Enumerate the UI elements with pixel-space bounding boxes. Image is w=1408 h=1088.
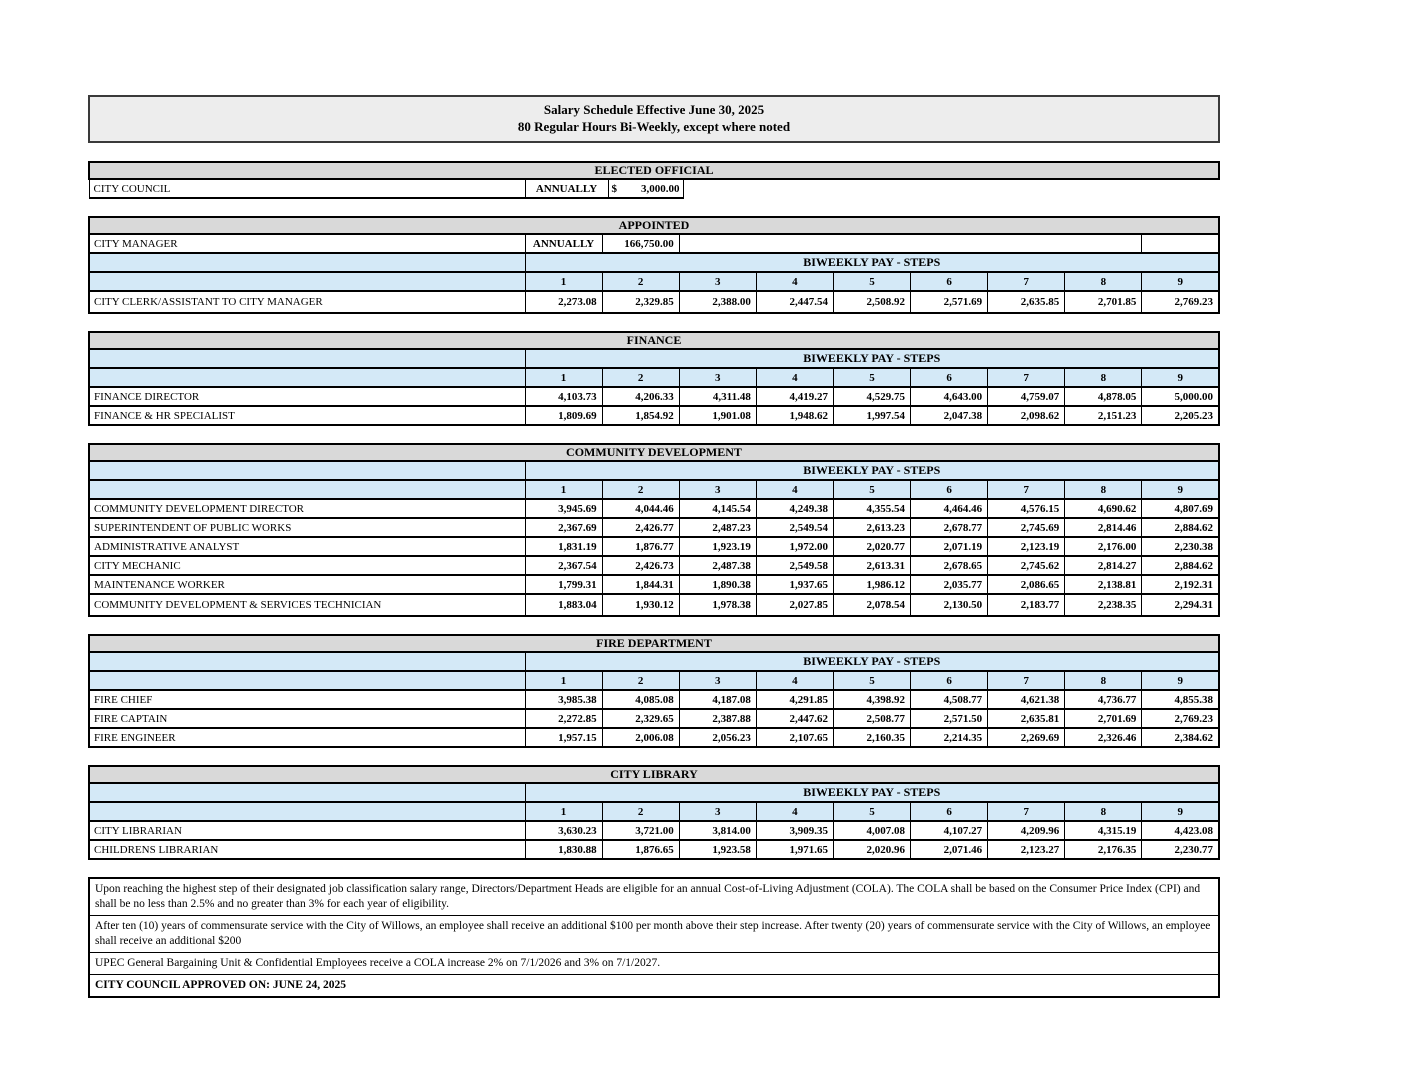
pay-step-value-cell: 2,071.19 [911,537,988,556]
pay-step-value-cell: 4,759.07 [988,387,1065,406]
job-title-cell: FIRE CAPTAIN [89,709,525,728]
job-title-cell: CITY LIBRARIAN [89,821,525,840]
step-number-cell: 8 [1065,272,1142,291]
salary-row [89,840,1219,859]
document-title-box [88,95,1220,143]
salary-row [89,556,1219,575]
pay-step-value-cell: 1,997.54 [833,406,910,425]
steps-number-left-cell [89,368,525,387]
pay-step-value-cell: 2,426.73 [602,556,679,575]
pay-step-value-cell: 2,086.65 [988,575,1065,594]
step-number-cell: 1 [525,802,602,821]
job-title-cell: CITY MANAGER [89,234,525,253]
steps-band-left-cell [89,253,525,272]
pay-step-value-cell: 4,643.00 [911,387,988,406]
job-title-cell: CITY CLERK/ASSISTANT TO CITY MANAGER [89,291,525,313]
step-number-cell: 6 [911,480,988,499]
pay-step-value-cell: 2,571.50 [911,709,988,728]
steps-number-left-cell [89,802,525,821]
steps-band-title: BIWEEKLY PAY - STEPS [525,652,1219,671]
annual-amount-cell: 166,750.00 [602,234,679,253]
pay-step-value-cell: 2,769.23 [1142,709,1219,728]
pay-step-value-cell: 4,311.48 [679,387,756,406]
step-number-cell: 1 [525,671,602,690]
pay-step-value-cell: 2,078.54 [833,594,910,616]
pay-step-value-cell: 4,085.08 [602,690,679,709]
pay-step-value-cell: 4,291.85 [756,690,833,709]
pay-step-value-cell: 4,855.38 [1142,690,1219,709]
pay-step-value-cell: 2,230.77 [1142,840,1219,859]
pay-step-value-cell: 2,571.69 [911,291,988,313]
pay-step-value-cell: 4,249.38 [756,499,833,518]
pay-step-value-cell: 2,130.50 [911,594,988,616]
pay-step-value-cell: 2,745.69 [988,518,1065,537]
pay-step-value-cell: 1,883.04 [525,594,602,616]
pay-step-value-cell: 3,909.35 [756,821,833,840]
step-number-cell: 1 [525,480,602,499]
pay-step-value-cell: 1,937.65 [756,575,833,594]
pay-step-value-cell: 2,447.54 [756,291,833,313]
step-number-cell: 8 [1065,480,1142,499]
pay-step-value-cell: 2,388.00 [679,291,756,313]
pay-step-value-cell: 2,508.92 [833,291,910,313]
pay-step-value-cell: 2,027.85 [756,594,833,616]
section-header: FINANCE [89,332,1219,349]
job-title-cell: CITY COUNCIL [89,179,525,198]
pay-step-value-cell: 2,549.58 [756,556,833,575]
step-number-cell: 9 [1142,671,1219,690]
pay-step-value-cell: 2,098.62 [988,406,1065,425]
step-number-cell: 6 [911,802,988,821]
step-number-cell: 2 [602,802,679,821]
step-number-cell: 3 [679,671,756,690]
job-title-cell: COMMUNITY DEVELOPMENT & SERVICES TECHNICIAN [89,594,525,616]
step-number-cell: 8 [1065,368,1142,387]
elected-official-table [88,161,1220,199]
salary-row [89,594,1219,616]
pay-step-value-cell: 4,736.77 [1065,690,1142,709]
pay-step-value-cell: 1,972.00 [756,537,833,556]
pay-step-value-cell: 2,123.19 [988,537,1065,556]
section-header: FIRE DEPARTMENT [89,635,1219,652]
pay-frequency-cell: ANNUALLY [525,234,602,253]
steps-band-title: BIWEEKLY PAY - STEPS [525,253,1219,272]
spacer-cell [679,234,1142,253]
step-number-cell: 3 [679,802,756,821]
step-number-cell: 6 [911,671,988,690]
pay-step-value-cell: 2,635.81 [988,709,1065,728]
pay-step-value-cell: 4,464.46 [911,499,988,518]
document-title-line1: Salary Schedule Effective June 30, 2025 [543,102,765,117]
pay-step-value-cell: 2,884.62 [1142,518,1219,537]
annual-amount-value: 3,000.00 [641,182,680,195]
section-header: CITY LIBRARY [89,766,1219,783]
pay-step-value-cell: 2,273.08 [525,291,602,313]
job-title-cell: COMMUNITY DEVELOPMENT DIRECTOR [89,499,525,518]
pay-step-value-cell: 2,367.54 [525,556,602,575]
department-sections [88,216,1220,860]
step-number-cell: 9 [1142,272,1219,291]
pay-step-value-cell: 2,176.35 [1065,840,1142,859]
pay-step-value-cell: 2,367.69 [525,518,602,537]
pay-step-value-cell: 4,107.27 [911,821,988,840]
step-number-cell: 2 [602,671,679,690]
steps-band-left-cell [89,349,525,368]
pay-step-value-cell: 2,678.65 [911,556,988,575]
step-number-cell: 2 [602,368,679,387]
step-number-cell: 7 [988,480,1065,499]
job-title-cell: CITY MECHANIC [89,556,525,575]
pay-step-value-cell: 2,269.69 [988,728,1065,747]
section-table [88,443,1220,617]
pay-step-value-cell: 2,056.23 [679,728,756,747]
pay-step-value-cell: 4,209.96 [988,821,1065,840]
pay-step-value-cell: 1,948.62 [756,406,833,425]
pay-step-value-cell: 3,985.38 [525,690,602,709]
pay-step-value-cell: 1,923.58 [679,840,756,859]
step-number-cell: 2 [602,272,679,291]
pay-step-value-cell: 2,047.38 [911,406,988,425]
section-header: COMMUNITY DEVELOPMENT [89,444,1219,461]
pay-step-value-cell: 2,426.77 [602,518,679,537]
note-upec-cola: UPEC General Bargaining Unit & Confidential Employees receive a COLA increase 2% on 7/1/2026 and 3% on 7/1/2027. [89,953,1219,975]
currency-symbol: $ [611,182,617,195]
pay-step-value-cell: 4,145.54 [679,499,756,518]
step-number-cell: 9 [1142,480,1219,499]
footnotes-table [88,877,1220,998]
step-number-cell: 4 [756,272,833,291]
job-title-cell: SUPERINTENDENT OF PUBLIC WORKS [89,518,525,537]
step-number-cell: 4 [756,368,833,387]
pay-step-value-cell: 2,745.62 [988,556,1065,575]
step-number-cell: 4 [756,671,833,690]
pay-step-value-cell: 4,423.08 [1142,821,1219,840]
step-number-cell: 3 [679,368,756,387]
job-title-cell: FINANCE DIRECTOR [89,387,525,406]
section-header: APPOINTED [89,217,1219,234]
pay-step-value-cell: 2,384.62 [1142,728,1219,747]
pay-step-value-cell: 2,814.27 [1065,556,1142,575]
pay-step-value-cell: 2,508.77 [833,709,910,728]
annual-amount-cell [608,179,683,198]
pay-step-value-cell: 2,183.77 [988,594,1065,616]
salary-row [89,387,1219,406]
pay-step-value-cell: 1,844.31 [602,575,679,594]
pay-step-value-cell: 2,123.27 [988,840,1065,859]
spacer-cell [1142,234,1219,253]
pay-step-value-cell: 2,329.65 [602,709,679,728]
steps-band-left-cell [89,461,525,480]
steps-band-left-cell [89,783,525,802]
steps-number-left-cell [89,671,525,690]
pay-step-value-cell: 2,884.62 [1142,556,1219,575]
step-number-cell: 9 [1142,802,1219,821]
salary-row [89,518,1219,537]
pay-step-value-cell: 2,487.23 [679,518,756,537]
pay-step-value-cell: 2,701.69 [1065,709,1142,728]
pay-step-value-cell: 1,809.69 [525,406,602,425]
pay-step-value-cell: 2,238.35 [1065,594,1142,616]
pay-step-value-cell: 4,398.92 [833,690,910,709]
salary-row [89,821,1219,840]
pay-step-value-cell: 4,355.54 [833,499,910,518]
pay-step-value-cell: 3,721.00 [602,821,679,840]
steps-band-title: BIWEEKLY PAY - STEPS [525,349,1219,368]
pay-step-value-cell: 1,986.12 [833,575,910,594]
pay-step-value-cell: 2,071.46 [911,840,988,859]
step-number-cell: 3 [679,480,756,499]
pay-step-value-cell: 2,214.35 [911,728,988,747]
step-number-cell: 4 [756,480,833,499]
pay-step-value-cell: 3,814.00 [679,821,756,840]
step-number-cell: 8 [1065,671,1142,690]
pay-step-value-cell: 2,020.96 [833,840,910,859]
pay-step-value-cell: 1,799.31 [525,575,602,594]
spacer-cell [683,179,1219,198]
job-title-cell: FIRE ENGINEER [89,728,525,747]
pay-step-value-cell: 1,876.65 [602,840,679,859]
section-table [88,765,1220,860]
pay-step-value-cell: 2,701.85 [1065,291,1142,313]
pay-step-value-cell: 2,678.77 [911,518,988,537]
pay-step-value-cell: 4,508.77 [911,690,988,709]
pay-step-value-cell: 2,151.23 [1065,406,1142,425]
pay-step-value-cell: 2,192.31 [1142,575,1219,594]
council-approved-line: CITY COUNCIL APPROVED ON: JUNE 24, 2025 [89,975,1219,998]
pay-step-value-cell: 4,187.08 [679,690,756,709]
salary-row [89,537,1219,556]
section-header-elected-official: ELECTED OFFICIAL [89,162,1219,179]
pay-step-value-cell: 4,044.46 [602,499,679,518]
pay-step-value-cell: 1,930.12 [602,594,679,616]
step-number-cell: 7 [988,272,1065,291]
pay-step-value-cell: 2,487.38 [679,556,756,575]
pay-step-value-cell: 3,630.23 [525,821,602,840]
pay-step-value-cell: 2,447.62 [756,709,833,728]
step-number-cell: 7 [988,671,1065,690]
pay-step-value-cell: 4,807.69 [1142,499,1219,518]
pay-step-value-cell: 4,206.33 [602,387,679,406]
steps-band-title: BIWEEKLY PAY - STEPS [525,461,1219,480]
pay-step-value-cell: 1,876.77 [602,537,679,556]
job-title-cell: MAINTENANCE WORKER [89,575,525,594]
pay-step-value-cell: 4,419.27 [756,387,833,406]
step-number-cell: 5 [833,272,910,291]
pay-step-value-cell: 4,315.19 [1065,821,1142,840]
pay-step-value-cell: 2,814.46 [1065,518,1142,537]
job-title-cell: ADMINISTRATIVE ANALYST [89,537,525,556]
step-number-cell: 5 [833,802,910,821]
step-number-cell: 6 [911,272,988,291]
pay-frequency-cell: ANNUALLY [525,179,608,198]
pay-step-value-cell: 1,971.65 [756,840,833,859]
pay-step-value-cell: 2,769.23 [1142,291,1219,313]
salary-row [89,690,1219,709]
pay-step-value-cell: 2,176.00 [1065,537,1142,556]
salary-row [89,575,1219,594]
pay-step-value-cell: 4,007.08 [833,821,910,840]
pay-step-value-cell: 2,613.31 [833,556,910,575]
pay-step-value-cell: 2,635.85 [988,291,1065,313]
salary-row [89,728,1219,747]
note-longevity-pay: After ten (10) years of commensurate service with the City of Willows, an employee shall receive an additional $100 per month above their step increase. After twenty (20) years of commensurate service with the City of Willows, an employee shall receive an additional $200 [89,916,1219,953]
step-number-cell: 9 [1142,368,1219,387]
pay-step-value-cell: 1,923.19 [679,537,756,556]
steps-number-left-cell [89,272,525,291]
document-title-line2: 80 Regular Hours Bi-Weekly, except where noted [517,119,791,134]
step-number-cell: 7 [988,368,1065,387]
pay-step-value-cell: 5,000.00 [1142,387,1219,406]
pay-step-value-cell: 1,830.88 [525,840,602,859]
pay-step-value-cell: 4,576.15 [988,499,1065,518]
pay-step-value-cell: 4,621.38 [988,690,1065,709]
section-table [88,634,1220,748]
pay-step-value-cell: 2,613.23 [833,518,910,537]
pay-step-value-cell: 2,329.85 [602,291,679,313]
pay-step-value-cell: 2,326.46 [1065,728,1142,747]
pay-step-value-cell: 1,854.92 [602,406,679,425]
step-number-cell: 8 [1065,802,1142,821]
step-number-cell: 3 [679,272,756,291]
salary-row [89,709,1219,728]
step-number-cell: 1 [525,272,602,291]
pay-step-value-cell: 1,901.08 [679,406,756,425]
steps-band-title: BIWEEKLY PAY - STEPS [525,783,1219,802]
step-number-cell: 7 [988,802,1065,821]
step-number-cell: 2 [602,480,679,499]
salary-row [89,291,1219,313]
pay-step-value-cell: 2,006.08 [602,728,679,747]
pay-step-value-cell: 2,205.23 [1142,406,1219,425]
steps-number-left-cell [89,480,525,499]
note-cola-eligibility: Upon reaching the highest step of their designated job classification salary range, Directors/Department Heads are eligible for an annual Cost-of-Living Adjustment (COLA). The COLA shall be based on the Consumer Price Index (CPI) and shall be no less than 2.5% and no greater than 3% for each year of eligibility. [89,878,1219,916]
pay-step-value-cell: 1,831.19 [525,537,602,556]
job-title-cell: FINANCE & HR SPECIALIST [89,406,525,425]
pay-step-value-cell: 2,230.38 [1142,537,1219,556]
pay-step-value-cell: 2,549.54 [756,518,833,537]
pay-step-value-cell: 2,387.88 [679,709,756,728]
pay-step-value-cell: 2,035.77 [911,575,988,594]
pay-step-value-cell: 1,890.38 [679,575,756,594]
steps-band-left-cell [89,652,525,671]
pay-step-value-cell: 4,529.75 [833,387,910,406]
step-number-cell: 5 [833,368,910,387]
section-table [88,216,1220,314]
pay-step-value-cell: 4,103.73 [525,387,602,406]
step-number-cell: 1 [525,368,602,387]
pay-step-value-cell: 2,272.85 [525,709,602,728]
salary-schedule-sheet [88,95,1220,998]
pay-step-value-cell: 4,690.62 [1065,499,1142,518]
step-number-cell: 5 [833,480,910,499]
salary-row [89,406,1219,425]
pay-step-value-cell: 2,020.77 [833,537,910,556]
job-title-cell: CHILDRENS LIBRARIAN [89,840,525,859]
pay-step-value-cell: 4,878.05 [1065,387,1142,406]
pay-step-value-cell: 2,138.81 [1065,575,1142,594]
job-title-cell: FIRE CHIEF [89,690,525,709]
pay-step-value-cell: 1,978.38 [679,594,756,616]
pay-step-value-cell: 1,957.15 [525,728,602,747]
section-table [88,331,1220,426]
step-number-cell: 4 [756,802,833,821]
salary-row [89,499,1219,518]
pay-step-value-cell: 2,160.35 [833,728,910,747]
pay-step-value-cell: 2,294.31 [1142,594,1219,616]
pay-step-value-cell: 3,945.69 [525,499,602,518]
step-number-cell: 5 [833,671,910,690]
step-number-cell: 6 [911,368,988,387]
pay-step-value-cell: 2,107.65 [756,728,833,747]
